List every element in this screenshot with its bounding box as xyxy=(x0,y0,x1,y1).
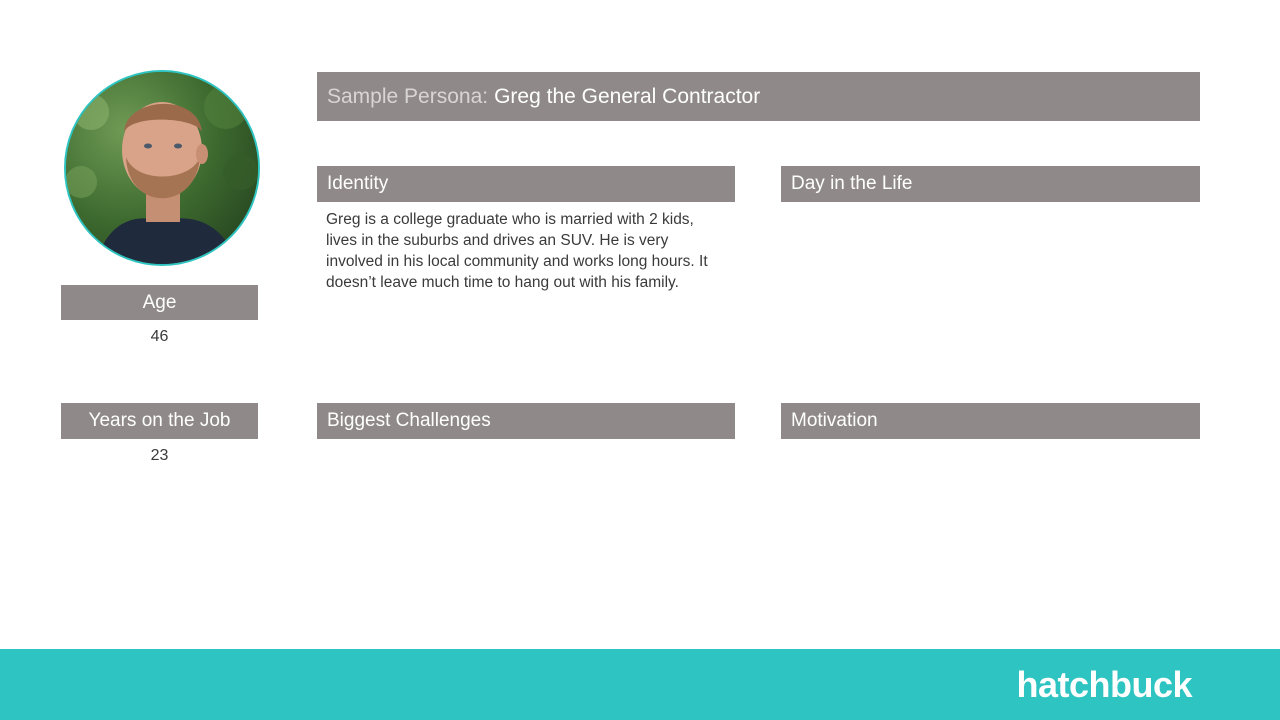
age-value: 46 xyxy=(150,328,169,345)
identity-header: Identity xyxy=(317,166,735,202)
persona-title-name: Greg the General Contractor xyxy=(494,84,761,108)
person-photo-icon xyxy=(66,72,258,264)
hatchbuck-logo: hatchbuck xyxy=(1016,664,1192,705)
day-in-life-header: Day in the Life xyxy=(781,166,1200,202)
persona-title-bar xyxy=(317,72,1200,121)
years-on-job-value: 23 xyxy=(150,447,169,464)
persona-photo xyxy=(64,70,260,266)
age-header: Age xyxy=(61,285,258,320)
persona-title-prefix: Sample Persona: xyxy=(327,84,489,108)
identity-text: Greg is a college graduate who is married with 2 kids, lives in the suburbs and drives an SUV. He is very involved in his local community and works long hours. It doesn’t leave much time to hang out with his family. xyxy=(326,211,708,291)
biggest-challenges-header: Biggest Challenges xyxy=(317,403,735,439)
motivation-header: Motivation xyxy=(781,403,1200,439)
years-on-job-header: Years on the Job xyxy=(61,403,258,439)
